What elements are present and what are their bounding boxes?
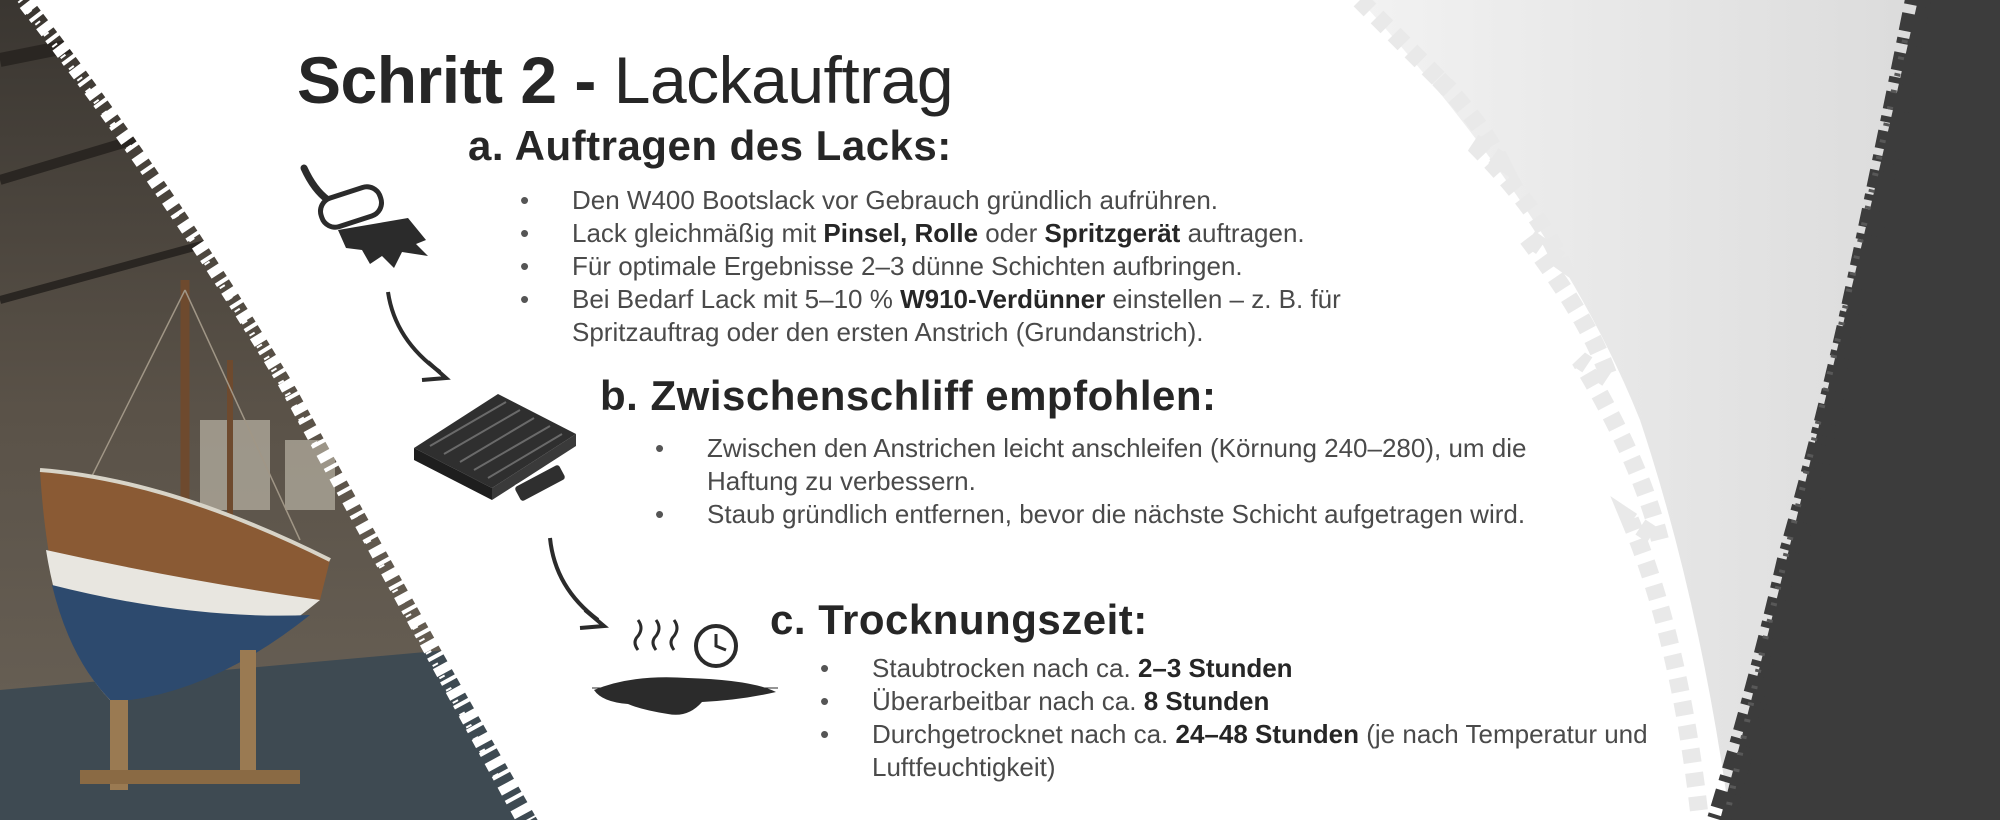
title-separator: - bbox=[556, 43, 614, 117]
item-text: Durchgetrocknet nach ca. bbox=[872, 719, 1176, 749]
section-c-list bbox=[820, 652, 1740, 784]
item-text: Staub gründlich entfernen, bevor die nächste Schicht aufgetragen wird. bbox=[707, 499, 1526, 529]
emphasis-text: Spritzgerät bbox=[1044, 218, 1181, 248]
section-c-heading: c. Trocknungszeit: bbox=[770, 596, 1148, 643]
title-subject: Lackauftrag bbox=[613, 43, 954, 117]
item-text: auftragen. bbox=[1180, 218, 1305, 248]
emphasis-text: 24–48 Stunden bbox=[1175, 719, 1360, 749]
list-item bbox=[820, 718, 1740, 784]
item-text: Überarbeitbar nach ca. bbox=[872, 686, 1144, 716]
list-item bbox=[520, 283, 1460, 349]
section-b-heading: b. Zwischenschliff empfohlen: bbox=[600, 372, 1217, 419]
item-text: Für optimale Ergebnisse 2–3 dünne Schichten aufbringen. bbox=[572, 251, 1243, 281]
section-a-heading: a. Auftragen des Lacks: bbox=[468, 122, 952, 169]
emphasis-text: 8 Stunden bbox=[1143, 686, 1270, 716]
item-text: oder bbox=[978, 218, 1045, 248]
section-b-list bbox=[655, 432, 1595, 531]
section-a-list bbox=[520, 184, 1460, 349]
flow-arrow-1 bbox=[388, 292, 446, 380]
emphasis-text: Pinsel, Rolle bbox=[823, 218, 979, 248]
item-text: Staubtrocken nach ca. bbox=[872, 653, 1138, 683]
list-item bbox=[820, 685, 1740, 718]
item-text: (je nach Temperatur und Luftfeuchtigkeit) bbox=[872, 719, 1648, 782]
emphasis-text: 2–3 Stunden bbox=[1137, 653, 1293, 683]
title-step: Schritt 2 bbox=[297, 43, 557, 117]
item-text: Lack gleichmäßig mit bbox=[572, 218, 824, 248]
list-item bbox=[655, 498, 1595, 531]
paint-roller-icon bbox=[298, 160, 438, 280]
drying-clock-icon bbox=[592, 618, 782, 738]
list-item bbox=[520, 217, 1460, 250]
emphasis-text: W910-Verdünner bbox=[900, 284, 1106, 314]
list-item bbox=[655, 432, 1595, 498]
list-item bbox=[520, 250, 1460, 283]
item-text: Den W400 Bootslack vor Gebrauch gründlich aufrühren. bbox=[572, 185, 1219, 215]
list-item bbox=[820, 652, 1740, 685]
item-text: einstellen – z. B. für Spritzauftrag oder den ersten Anstrich (Grundanstrich). bbox=[572, 284, 1341, 347]
sanding-block-icon bbox=[410, 390, 580, 515]
item-text: Zwischen den Anstrichen leicht anschleifen (Körnung 240–280), um die Haftung zu verbessern. bbox=[707, 433, 1527, 496]
list-item bbox=[520, 184, 1460, 217]
item-text: Bei Bedarf Lack mit 5–10 % bbox=[572, 284, 901, 314]
flow-arrow-2 bbox=[550, 538, 604, 628]
page-title bbox=[297, 40, 953, 120]
